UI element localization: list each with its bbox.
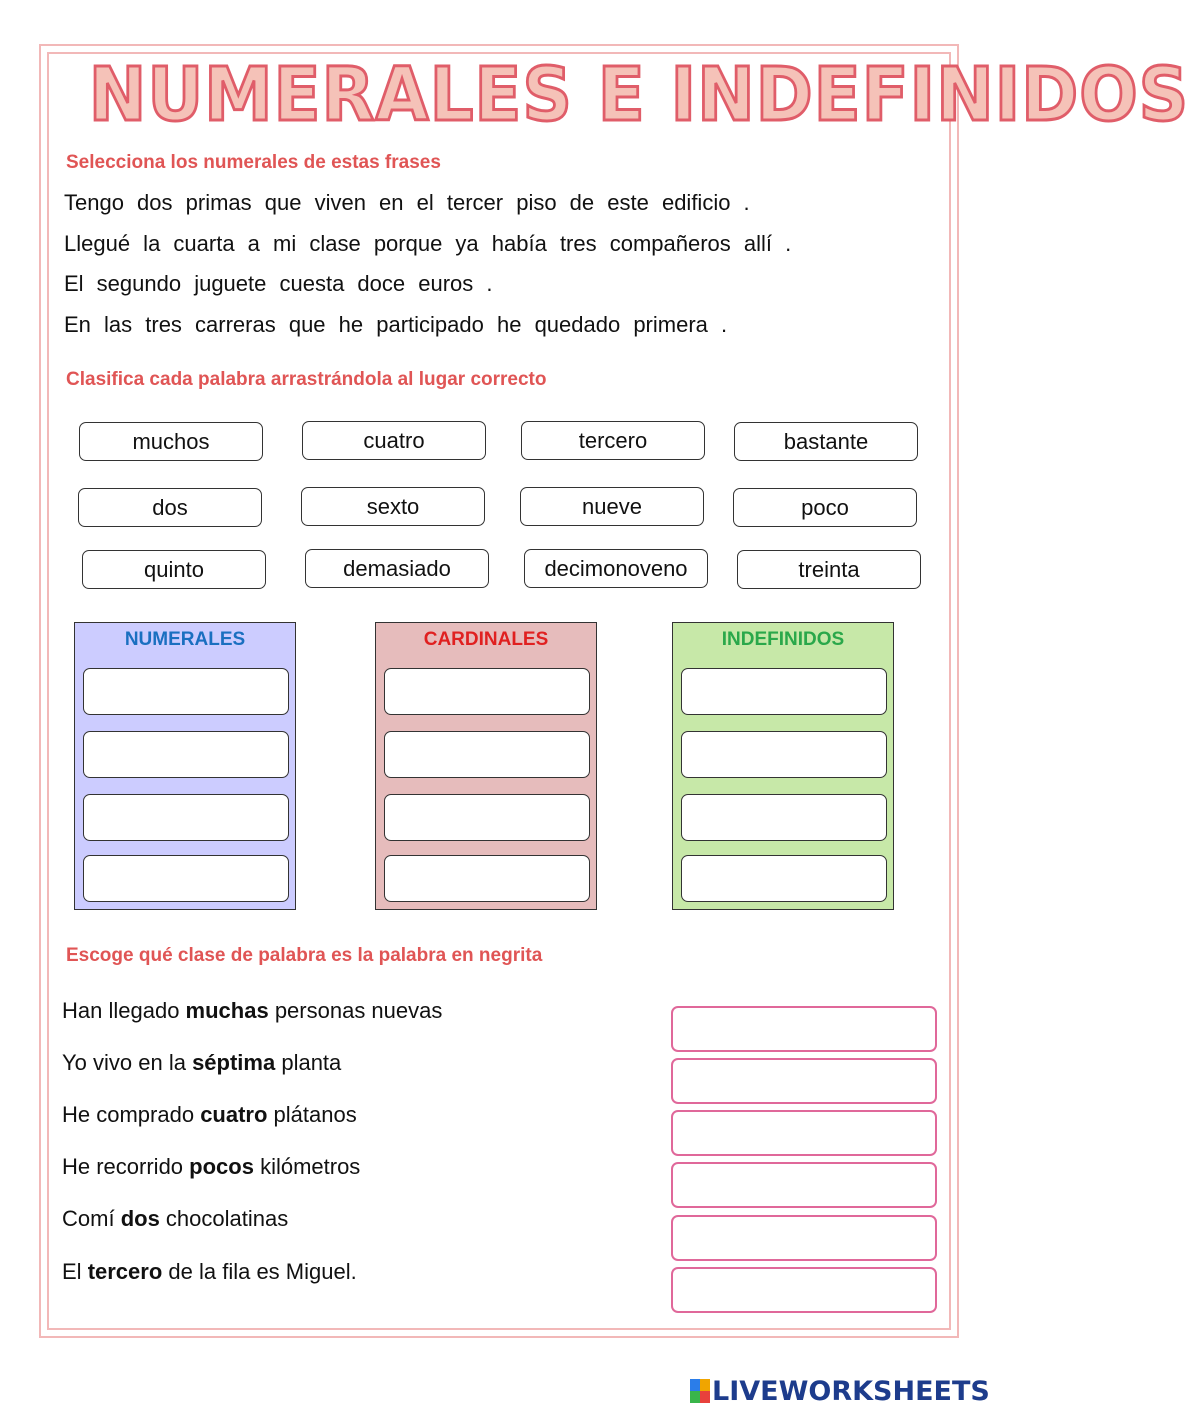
word-chip-tercero[interactable]: tercero (521, 421, 705, 460)
answer-dropdown[interactable] (671, 1162, 937, 1208)
liveworksheets-logo-icon (690, 1379, 710, 1403)
bold-word: séptima (192, 1050, 276, 1075)
sentence-start: Han llegado (62, 998, 186, 1023)
drop-slot[interactable] (384, 794, 590, 841)
word-chip-treinta[interactable]: treinta (737, 550, 921, 589)
sentence-end: plátanos (267, 1102, 357, 1127)
category-title: NUMERALES (124, 629, 246, 650)
sentence-start: El (62, 1259, 88, 1284)
sentence-start: He comprado (62, 1102, 201, 1127)
section1-instruction: Selecciona los numerales de estas frases (66, 152, 441, 173)
sentence-start: Yo vivo en la (62, 1050, 193, 1075)
numeral-sentence[interactable]: Tengo dos primas que viven en el tercer piso de este edificio . (64, 190, 750, 215)
word-chip-nueve[interactable]: nueve (520, 487, 704, 526)
category-indefinidos (672, 622, 894, 910)
drop-slot[interactable] (384, 855, 590, 902)
bold-word: tercero (87, 1259, 163, 1284)
question-sentence (62, 1206, 288, 1232)
section2-instruction: Clasifica cada palabra arrastrándola al lugar correcto (66, 369, 547, 390)
word-chip-decimonoveno[interactable]: decimonoveno (524, 549, 708, 588)
drop-slot[interactable] (83, 731, 289, 778)
drop-slot[interactable] (384, 668, 590, 715)
drop-slot[interactable] (83, 794, 289, 841)
word-chip-poco[interactable]: poco (733, 488, 917, 527)
sentence-start: He recorrido (62, 1154, 190, 1179)
word-chip-sexto[interactable]: sexto (301, 487, 485, 526)
sentence-end: de la fila es Miguel. (162, 1259, 357, 1284)
answer-dropdown[interactable] (671, 1006, 937, 1052)
liveworksheets-brand[interactable] (690, 1374, 990, 1408)
sentence-end: kilómetros (253, 1154, 361, 1179)
category-title: CARDINALES (423, 629, 549, 650)
word-chip-bastante[interactable]: bastante (734, 422, 918, 461)
category-title: INDEFINIDOS (721, 629, 845, 650)
word-chip-dos[interactable]: dos (78, 488, 262, 527)
page-title: NUMERALES E INDEFINIDOS (88, 52, 1189, 138)
bold-word: pocos (189, 1154, 254, 1179)
drop-slot[interactable] (83, 855, 289, 902)
numeral-sentence[interactable]: El segundo juguete cuesta doce euros . (64, 271, 493, 296)
word-chip-quinto[interactable]: quinto (82, 550, 266, 589)
drop-slot[interactable] (83, 668, 289, 715)
drop-slot[interactable] (681, 794, 887, 841)
category-cardinales (375, 622, 597, 910)
question-sentence (62, 1154, 360, 1180)
numeral-sentence[interactable]: En las tres carreras que he participado he quedado primera . (64, 312, 728, 337)
bold-word: dos (120, 1206, 160, 1231)
word-chip-cuatro[interactable]: cuatro (302, 421, 486, 460)
sentence-end: chocolatinas (159, 1206, 289, 1231)
answer-dropdown[interactable] (671, 1215, 937, 1261)
drop-slot[interactable] (384, 731, 590, 778)
bold-word: muchas (185, 998, 269, 1023)
category-numerales (74, 622, 296, 910)
question-sentence (62, 998, 442, 1024)
sentence-start: Comí (62, 1206, 121, 1231)
question-sentence (62, 1102, 357, 1128)
question-sentence (62, 1259, 357, 1285)
drop-slot[interactable] (681, 668, 887, 715)
sentence-end: planta (275, 1050, 342, 1075)
numeral-sentence[interactable]: Llegué la cuarta a mi clase porque ya había tres compañeros allí . (64, 231, 792, 256)
word-chip-muchos[interactable]: muchos (79, 422, 263, 461)
word-chip-demasiado[interactable]: demasiado (305, 549, 489, 588)
question-sentence (62, 1050, 341, 1076)
brand-name: LIVEWORKSHEETS (712, 1375, 990, 1407)
answer-dropdown[interactable] (671, 1110, 937, 1156)
drop-slot[interactable] (681, 855, 887, 902)
sentence-end: personas nuevas (268, 998, 443, 1023)
drop-slot[interactable] (681, 731, 887, 778)
bold-word: cuatro (200, 1102, 268, 1127)
answer-dropdown[interactable] (671, 1058, 937, 1104)
answer-dropdown[interactable] (671, 1267, 937, 1313)
section3-instruction: Escoge qué clase de palabra es la palabra en negrita (66, 945, 543, 966)
